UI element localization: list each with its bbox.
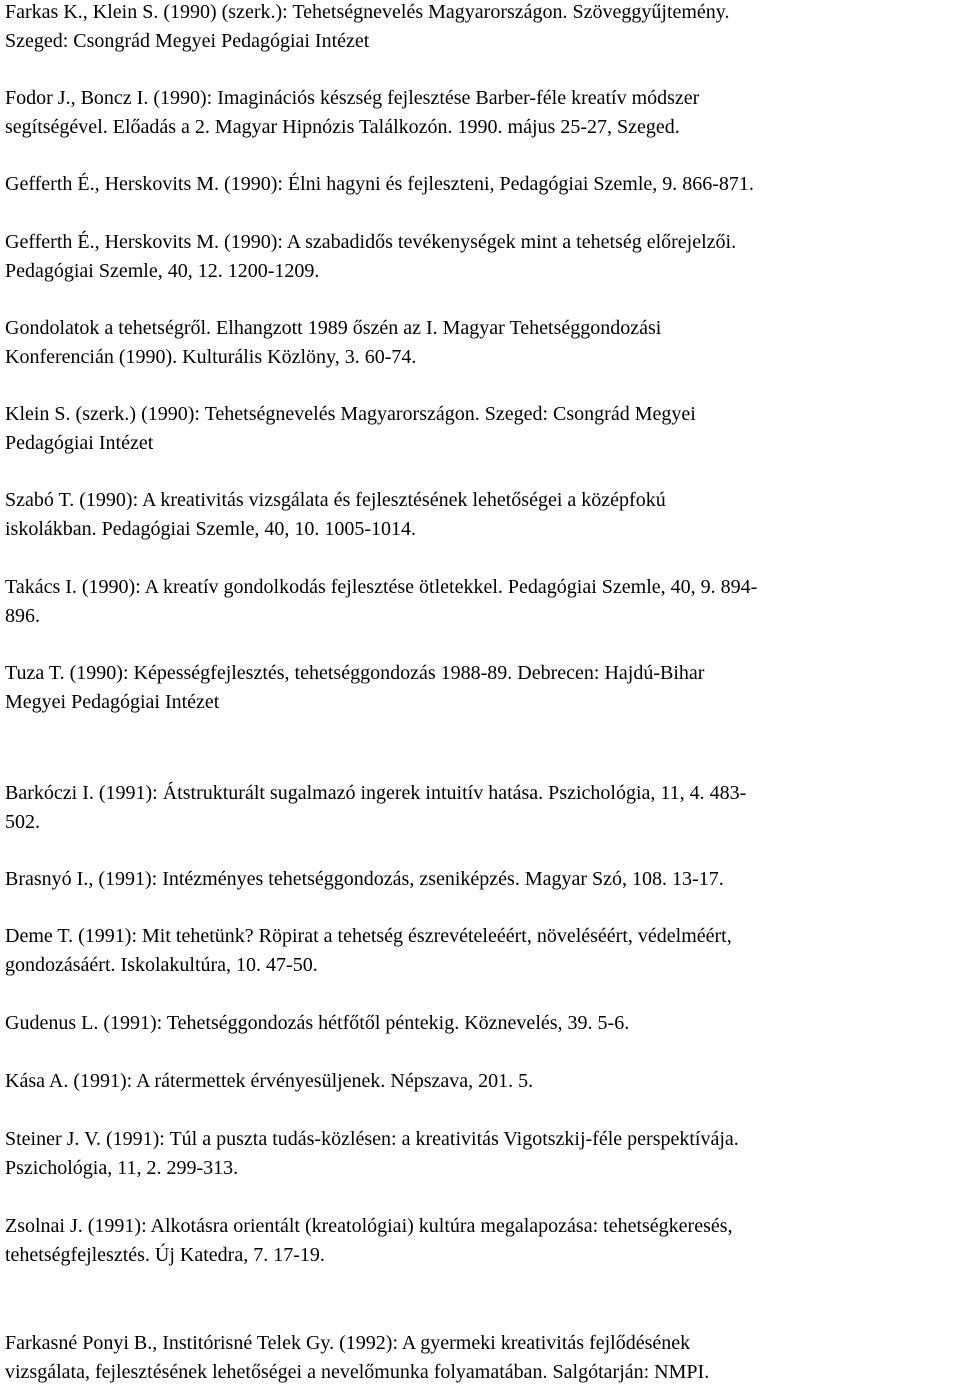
reference-line: Pedagógiai Intézet bbox=[5, 432, 154, 454]
reference-entry bbox=[5, 922, 960, 980]
reference-entry bbox=[5, 84, 960, 142]
reference-line: Steiner J. V. (1991): Túl a puszta tudás-közlésen: a kreativitás Vigotszkij-féle perspektívája. bbox=[5, 1128, 739, 1150]
reference-line: Kása A. (1991): A rátermettek érvényesüljenek. Népszava, 201. 5. bbox=[5, 1070, 534, 1092]
reference-line: tehetségfejlesztés. Új Katedra, 7. 17-19. bbox=[5, 1244, 325, 1266]
reference-line: Szeged: Csongrád Megyei Pedagógiai Intézet bbox=[5, 30, 370, 52]
reference-line: gondozásáért. Iskolakultúra, 10. 47-50. bbox=[5, 954, 318, 976]
reference-line: iskolákban. Pedagógiai Szemle, 40, 10. 1005-1014. bbox=[5, 518, 417, 540]
reference-line: Deme T. (1991): Mit tehetünk? Röpirat a tehetség észrevételeéért, növeléséért, védelméért, bbox=[5, 925, 732, 947]
reference-line: Tuza T. (1990): Képességfejlesztés, tehetséggondozás 1988-89. Debrecen: Hajdú-Bihar bbox=[5, 662, 705, 684]
reference-line: Gudenus L. (1991): Tehetséggondozás hétfőtől péntekig. Köznevelés, 39. 5-6. bbox=[5, 1012, 630, 1034]
reference-line: Farkasné Ponyi B., Institórisné Telek Gy. (1992): A gyermeki kreativitás fejlődésének bbox=[5, 1332, 691, 1354]
reference-line: Konferencián (1990). Kulturális Közlöny, 3. 60-74. bbox=[5, 346, 417, 368]
reference-entry bbox=[5, 1067, 960, 1096]
reference-entry bbox=[5, 170, 960, 199]
reference-line: Fodor J., Boncz I. (1990): Imaginációs készség fejlesztése Barber-féle kreatív módszer bbox=[5, 87, 700, 109]
reference-entry bbox=[5, 1329, 960, 1387]
reference-line: vizsgálata, fejlesztésének lehetőségei a nevelőmunka folyamatában. Salgótarján: NMPI. bbox=[5, 1361, 710, 1383]
reference-line: 896. bbox=[5, 605, 40, 627]
reference-entry bbox=[5, 0, 960, 56]
reference-line: Pedagógiai Szemle, 40, 12. 1200-1209. bbox=[5, 260, 320, 282]
reference-entry bbox=[5, 779, 960, 837]
reference-line: Farkas K., Klein S. (1990) (szerk.): Tehetségnevelés Magyarországon. Szöveggyűjtemény. bbox=[5, 1, 730, 23]
reference-line: Brasnyó I., (1991): Intézményes tehetséggondozás, zseniképzés. Magyar Szó, 108. 13-17. bbox=[5, 868, 724, 890]
reference-line: Gondolatok a tehetségről. Elhangzott 1989 őszén az I. Magyar Tehetséggondozási bbox=[5, 317, 662, 339]
reference-line: Gefferth É., Herskovits M. (1990): A szabadidős tevékenységek mint a tehetség előrejelzői. bbox=[5, 231, 737, 253]
reference-entry bbox=[5, 1009, 960, 1038]
reference-entry bbox=[5, 228, 960, 286]
reference-line: Pszichológia, 11, 2. 299-313. bbox=[5, 1157, 239, 1179]
reference-line: Zsolnai J. (1991): Alkotásra orientált (kreatológiai) kultúra megalapozása: tehetségkeresés, bbox=[5, 1215, 733, 1237]
reference-entry bbox=[5, 400, 960, 458]
reference-line: Barkóczi I. (1991): Átstrukturált sugalmazó ingerek intuitív hatása. Pszichológia, 11, 4. 483- bbox=[5, 782, 747, 804]
reference-entry bbox=[5, 486, 960, 544]
reference-entry bbox=[5, 573, 960, 631]
reference-line: Takács I. (1990): A kreatív gondolkodás fejlesztése ötletekkel. Pedagógiai Szemle, 40, 9. 894- bbox=[5, 576, 758, 598]
reference-entry bbox=[5, 1125, 960, 1183]
reference-entry bbox=[5, 314, 960, 372]
reference-line: segítségével. Előadás a 2. Magyar Hipnózis Találkozón. 1990. május 25-27, Szeged. bbox=[5, 116, 680, 138]
reference-entry bbox=[5, 865, 960, 894]
reference-entry bbox=[5, 1212, 960, 1270]
reference-line: Klein S. (szerk.) (1990): Tehetségnevelés Magyarországon. Szeged: Csongrád Megyei bbox=[5, 403, 696, 425]
reference-line: 502. bbox=[5, 811, 40, 833]
reference-line: Szabó T. (1990): A kreativitás vizsgálata és fejlesztésének lehetőségei a középfokú bbox=[5, 489, 666, 511]
reference-line: Megyei Pedagógiai Intézet bbox=[5, 691, 220, 713]
reference-line: Gefferth É., Herskovits M. (1990): Élni hagyni és fejleszteni, Pedagógiai Szemle, 9. 866-871. bbox=[5, 173, 754, 195]
reference-entry bbox=[5, 659, 960, 717]
